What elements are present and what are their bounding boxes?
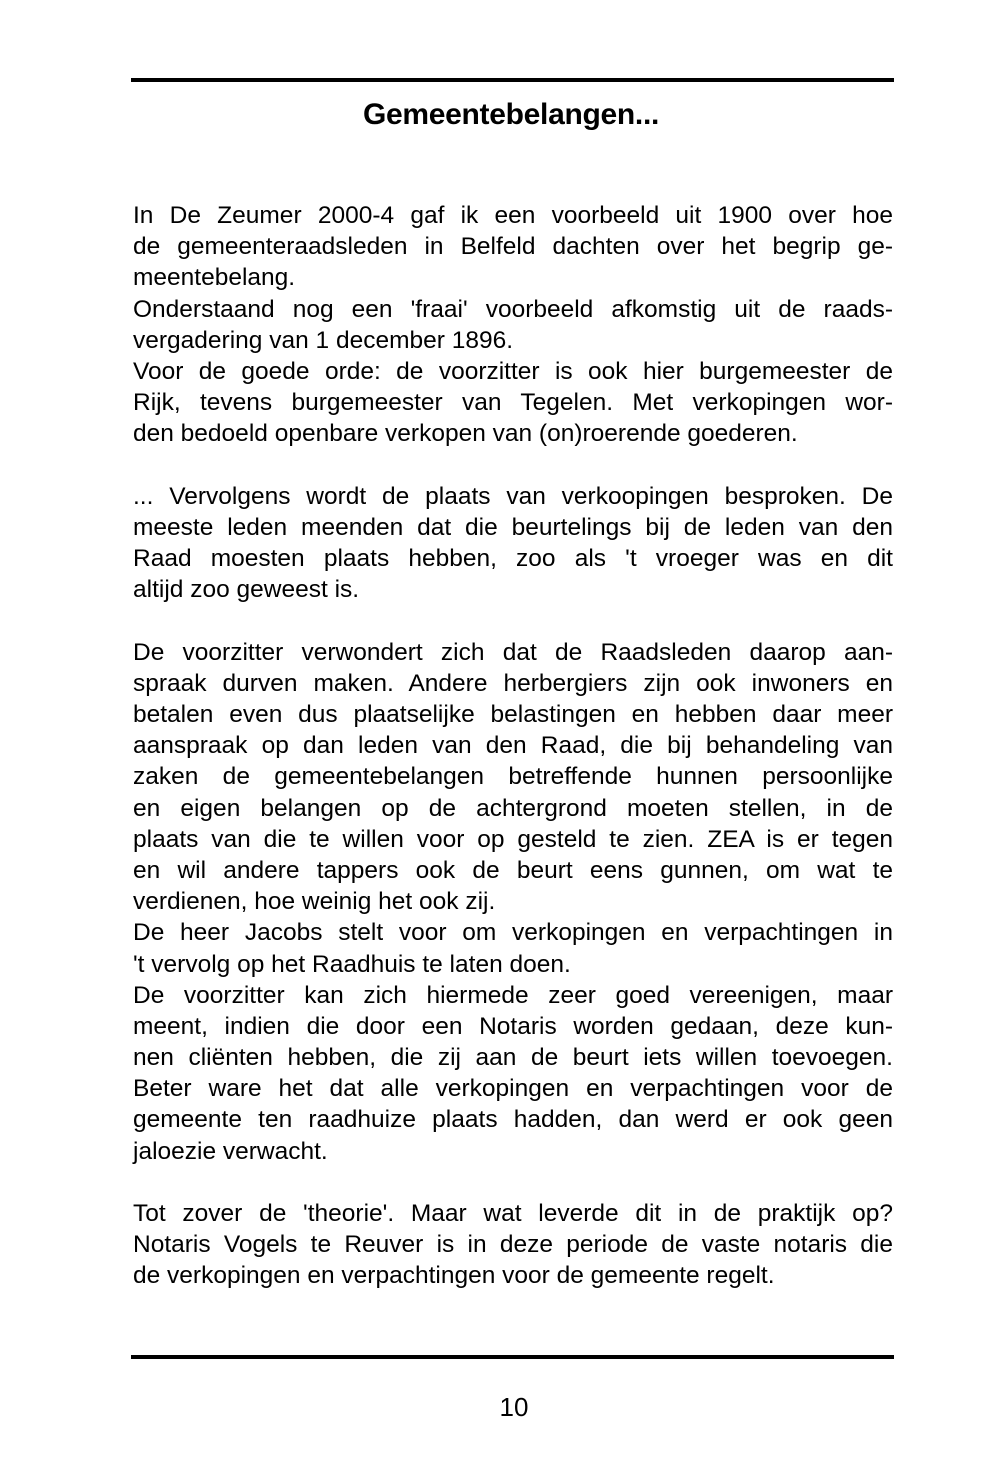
paragraph — [133, 637, 893, 918]
text-line: altijd zoo geweest is. — [133, 576, 360, 604]
page-number: 10 — [499, 1392, 529, 1422]
paragraph-gap — [133, 450, 893, 481]
paragraph — [133, 356, 893, 450]
text-line: spraak durven maken. Andere herbergiers zijn ook inwoners en — [133, 669, 893, 697]
text-line: en wil andere tappers ook de beurt eens gunnen, om wat te — [133, 856, 893, 884]
text-line: nen cliënten hebben, die zij aan de beurt iets willen toevoegen. — [133, 1044, 893, 1072]
text-line: ... Vervolgens wordt de plaats van verkoopingen besproken. De — [133, 482, 893, 510]
text-line: Onderstaand nog een 'fraai' voorbeeld afkomstig uit de raads- — [133, 295, 893, 323]
text-line: In De Zeumer 2000-4 gaf ik een voorbeeld uit 1900 over hoe — [133, 202, 893, 229]
text-line: en eigen belangen op de achtergrond moeten stellen, in de — [133, 794, 893, 822]
text-line: meeste leden meenden dat die beurtelings bij de leden van den — [133, 513, 893, 541]
text-line: vergadering van 1 december 1896. — [133, 326, 514, 354]
paragraph — [133, 481, 893, 606]
text-line: aanspraak op dan leden van den Raad, die bij behandeling van — [133, 732, 893, 760]
text-line: De heer Jacobs stelt voor om verkopingen en verpachtingen in — [133, 919, 893, 947]
text-line: den bedoeld openbare verkopen van (on)roerende goederen. — [133, 420, 798, 448]
text-line: de verkopingen en verpachtingen voor de gemeente regelt. — [133, 1262, 775, 1290]
paragraph — [133, 1198, 893, 1292]
paragraph-gap — [133, 1167, 893, 1198]
text-line: meentebelang. — [133, 264, 296, 292]
text-line: Voor de goede orde: de voorzitter is ook hier burgemeester de — [133, 357, 893, 385]
text-line: Tot zover de 'theorie'. Maar wat leverde dit in de praktijk op? — [133, 1200, 893, 1227]
paragraph-gap — [133, 605, 893, 636]
page-title: Gemeentebelangen... — [362, 98, 660, 131]
text-line: gemeente ten raadhuize plaats hadden, dan werd er ook geen — [133, 1106, 893, 1134]
text-line: meent, indien die door een Notaris worden gedaan, deze kun- — [133, 1012, 893, 1040]
text-line: De voorzitter kan zich hiermede zeer goed vereenigen, maar — [133, 981, 893, 1009]
paragraph — [133, 980, 893, 1167]
text-line: zaken de gemeentebelangen betreffende hunnen persoonlijke — [133, 763, 893, 791]
text-line: Rijk, tevens burgemeester van Tegelen. Met verkopingen wor- — [133, 389, 893, 417]
text-line: Beter ware het dat alle verkopingen en verpachtingen voor de — [133, 1075, 893, 1103]
paragraph — [133, 294, 893, 356]
top-rule — [131, 78, 894, 82]
text-line: jaloezie verwacht. — [133, 1137, 328, 1165]
text-line: betalen even dus plaatselijke belastingen en hebben daar meer — [133, 701, 893, 728]
text-line: Raad moesten plaats hebben, zoo als 't vroeger was en dit — [133, 545, 893, 573]
article-body — [133, 200, 893, 1292]
bottom-rule — [131, 1355, 894, 1359]
text-line: 't vervolg op het Raadhuis te laten doen. — [133, 950, 571, 978]
text-line: verdienen, hoe weinig het ook zij. — [133, 888, 496, 916]
text-line: De voorzitter verwondert zich dat de Raadsleden daarop aan- — [133, 638, 893, 666]
text-line: Notaris Vogels te Reuver is in deze periode de vaste notaris die — [133, 1231, 893, 1259]
paragraph — [133, 200, 893, 294]
paragraph — [133, 917, 893, 979]
text-line: de gemeenteraadsleden in Belfeld dachten over het begrip ge- — [133, 233, 893, 261]
text-line: plaats van die te willen voor op gesteld te zien. ZEA is er tegen — [133, 825, 893, 853]
